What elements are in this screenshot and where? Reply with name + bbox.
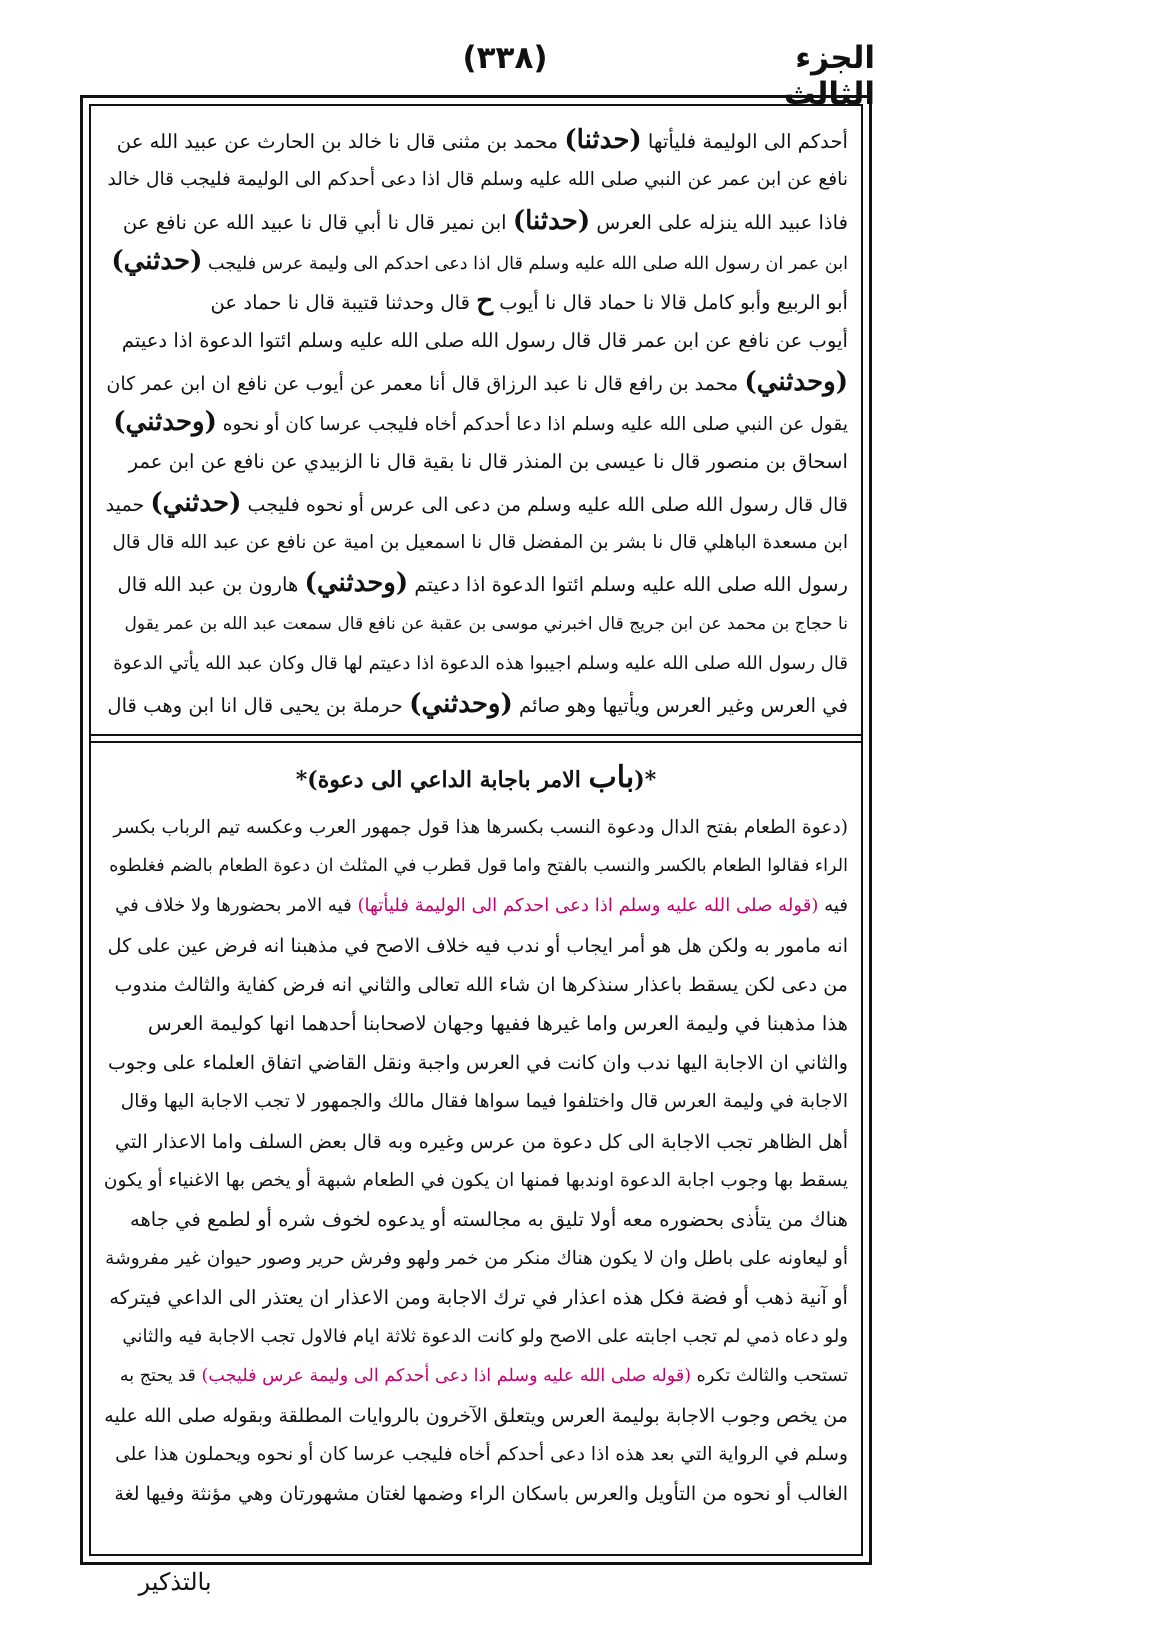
text-segment: محمد بن مثنى قال نا خالد بن الحارث عن عبيد الله عن bbox=[116, 130, 565, 153]
narration-marker: (حدثنا) bbox=[512, 205, 591, 236]
commentary-line bbox=[104, 1161, 848, 1200]
text-segment: ابن نمير قال نا أبي قال نا عبيد الله عن نافع عن bbox=[122, 210, 513, 234]
text-segment: اسحاق بن منصور قال نا عيسى بن المنذر قال نا بقية قال نا الزبيدي عن نافع عن ابن عمر bbox=[128, 450, 848, 474]
hadith-line bbox=[104, 563, 848, 603]
section-divider bbox=[89, 734, 863, 743]
narration-marker: (وحدثني) bbox=[113, 407, 217, 438]
text-segment: ابن عمر ان رسول الله صلى الله عليه وسلم قال اذا دعى احدكم الى وليمة عرس فليجب bbox=[202, 253, 848, 274]
text-segment: أيوب عن نافع عن ابن عمر قال قال رسول الله صلى الله عليه وسلم ائتوا الدعوة اذا دعيتم bbox=[121, 329, 848, 353]
text-segment: أبو الربيع وأبو كامل قالا نا حماد قال نا أيوب bbox=[493, 291, 848, 315]
text-segment: يقول عن النبي صلى الله عليه وسلم اذا دعا أحدكم أخاه فليجب عرسا كان أو نحوه bbox=[216, 414, 848, 436]
commentary-line bbox=[104, 1278, 848, 1317]
hadith-line bbox=[104, 281, 848, 321]
commentary-line bbox=[104, 1043, 848, 1082]
narration-marker: (وحدثني) bbox=[304, 568, 409, 599]
commentary-line bbox=[104, 808, 848, 847]
commentary-line bbox=[104, 1239, 848, 1278]
text-segment: فيه الامر بحضورها ولا خلاف في bbox=[115, 895, 358, 917]
text-segment: قال وحدثنا قتيبة قال نا حماد عن bbox=[210, 291, 477, 315]
text-segment: وسلم في الرواية التي بعد هذه اذا دعى أحدكم أخاه فليجب عرسا كان أو نحوه ويحملون هذا على bbox=[115, 1444, 848, 1465]
narration-marker: (حدثنا) bbox=[564, 125, 642, 155]
text-segment: محمد بن رافع قال نا عبد الرزاق قال أنا معمر عن أيوب عن نافع ان ابن عمر كان bbox=[106, 371, 745, 395]
text-segment: نا حجاج بن محمد عن ابن جريج قال اخبرني موسى بن عقبة عن نافع قال سمعت عبد الله بن عمر يقول bbox=[124, 613, 848, 634]
commentary-line bbox=[104, 1004, 848, 1043]
commentary-text-block bbox=[104, 808, 848, 1513]
text-segment: رسول الله صلى الله عليه وسلم ائتوا الدعوة اذا دعيتم bbox=[408, 573, 848, 597]
text-segment: قد يحتج به bbox=[119, 1365, 202, 1386]
narration-marker: (وحدثني) bbox=[409, 689, 513, 720]
hadith-line bbox=[104, 644, 848, 684]
chapter-title-text: الامر باجابة الداعي الى دعوة bbox=[317, 767, 589, 793]
hadith-line bbox=[104, 362, 848, 402]
commentary-line bbox=[104, 965, 848, 1004]
hadith-line bbox=[104, 402, 848, 442]
text-segment: حرملة بن يحيى قال انا ابن وهب قال bbox=[107, 694, 410, 718]
text-segment: ولو دعاه ذمي لم تجب اجابته على الاصح ولو كانت الدعوة ثلاثة ايام فالاول تجب الاجابة فيه والثاني bbox=[122, 1326, 848, 1348]
commentary-line bbox=[104, 1082, 848, 1121]
text-segment: أو آنية ذهب أو فضة فكل هذه اعذار في ترك الاجابة ومن الاعذار ان يعتذر الى الداعي فيتركه bbox=[109, 1286, 848, 1310]
hadith-text-block bbox=[104, 120, 848, 724]
hadith-line bbox=[104, 120, 848, 160]
narration-marker: (حدثني) bbox=[111, 245, 203, 276]
commentary-line bbox=[104, 1474, 848, 1513]
commentary-line bbox=[104, 847, 848, 886]
hadith-line bbox=[104, 160, 848, 200]
text-segment: حميد bbox=[105, 492, 151, 516]
narration-marker: (حدثني) bbox=[150, 487, 242, 518]
hadith-line bbox=[104, 684, 848, 724]
commentary-line bbox=[104, 1200, 848, 1239]
text-segment: أهل الظاهر تجب الاجابة الى كل دعوة من عرس وغيره وبه قال بعض السلف واما الاعذار التي bbox=[114, 1129, 848, 1153]
narration-marker: ح bbox=[476, 286, 494, 317]
running-header-part: الجزء الثالث bbox=[783, 40, 875, 112]
text-segment: ابن مسعدة الباهلي قال نا بشر بن المفضل قال نا اسمعيل بن امية عن نافع عن عبد الله قال قال bbox=[112, 531, 848, 553]
text-segment: من يخص وجوب الاجابة بوليمة العرس ويتعلق الآخرون بالروايات المطلقة وبقوله صلى الله عليه bbox=[104, 1403, 848, 1427]
text-segment: في العرس وغير العرس ويأتيها وهو صائم bbox=[512, 694, 848, 718]
commentary-line bbox=[104, 1396, 848, 1435]
text-segment: هارون بن عبد الله قال bbox=[117, 573, 305, 597]
text-segment: نافع عن ابن عمر عن النبي صلى الله عليه وسلم قال اذا دعى أحدكم الى الوليمة فليجب قال خالد bbox=[107, 169, 848, 191]
text-segment: هناك من يتأذى بحضوره معه أولا تليق به مجالسته أو يدعوه لخوف شره أو لطمع في جاهه bbox=[129, 1207, 848, 1231]
text-segment: الاجابة في وليمة العرس قال واختلفوا فيما سواها فقال مالك والجمهور لا تجب الاجابة اليها وقال bbox=[120, 1091, 848, 1113]
chapter-star-close: )* bbox=[295, 767, 318, 793]
chapter-heading bbox=[104, 760, 848, 795]
page-number: (٣٣٨) bbox=[462, 40, 548, 76]
hadith-line bbox=[104, 523, 848, 563]
text-segment: قال قال رسول الله صلى الله عليه وسلم من دعى الى عرس أو نحوه فليجب bbox=[241, 492, 848, 516]
hadith-line bbox=[104, 321, 848, 361]
text-segment: فيه bbox=[818, 895, 848, 917]
hadith-line bbox=[104, 201, 848, 241]
text-segment: انه مامور به ولكن هل هو أمر ايجاب أو ندب فيه خلاف الاصح في مذهبنا انه فرض عين على كل bbox=[107, 933, 848, 957]
commentary-line bbox=[104, 1317, 848, 1356]
chapter-star-open: *( bbox=[634, 767, 657, 793]
text-segment: يسقط بها وجوب اجابة الدعوة اوندبها فمنها ان يكون في الطعام شبهة أو يخص بها الاغنياء أو يكون bbox=[104, 1169, 848, 1191]
text-segment: أو ليعاونه على باطل وان لا يكون هناك منكر من خمر ولهو وفرش حرير وصور حيوان غير مفروشة bbox=[105, 1248, 848, 1270]
hadith-line bbox=[104, 604, 848, 644]
text-segment: الغالب أو نحوه من التأويل والعرس باسكان الراء وضمها لغتان مشهورتان وهي مؤنثة وفيها لغة bbox=[114, 1482, 848, 1506]
hadith-line bbox=[104, 483, 848, 523]
text-segment: تستحب والثالث تكره bbox=[691, 1365, 848, 1386]
commentary-line bbox=[104, 926, 848, 965]
quoted-hadith-highlight: (قوله صلى الله عليه وسلم اذا دعى احدكم الى الوليمة فليأتها) bbox=[357, 895, 819, 917]
narration-marker: (وحدثني) bbox=[744, 366, 848, 397]
text-segment: هذا مذهبنا في وليمة العرس واما غيرها ففيها وجهان لاصحابنا أحدهما انها كوليمة العرس bbox=[147, 1011, 848, 1035]
hadith-line bbox=[104, 442, 848, 482]
text-segment: (دعوة الطعام بفتح الدال ودعوة النسب بكسرها هذا قول جمهور العرب وعكسه تيم الرباب بكسر bbox=[113, 817, 848, 838]
text-segment: قال رسول الله صلى الله عليه وسلم اجيبوا هذه الدعوة اذا دعيتم لها قال وكان عبد الله يأتي الدعوة bbox=[113, 652, 848, 674]
text-segment: والثاني ان الاجابة اليها ندب وان كانت في العرس واجبة ونقل القاضي اتفاق العلماء على وجوب bbox=[107, 1051, 848, 1075]
commentary-line bbox=[104, 1122, 848, 1161]
catchword: بالتذكير bbox=[138, 1568, 212, 1596]
text-segment: من دعى لكن يسقط باعذار سنذكرها ان شاء الله تعالى والثاني انه فرض كفاية والثالث مندوب bbox=[114, 972, 848, 996]
commentary-line bbox=[104, 1435, 848, 1474]
hadith-line bbox=[104, 241, 848, 281]
quoted-hadith-highlight: (قوله صلى الله عليه وسلم اذا دعى أحدكم الى وليمة عرس فليجب) bbox=[201, 1365, 692, 1386]
text-segment: أحدكم الى الوليمة فليأتها bbox=[641, 130, 848, 153]
text-segment: الراء فقالوا الطعام بالكسر والنسب بالفتح واما قول قطرب في المثلث ان دعوة الطعام بالضم فغلطوه bbox=[109, 856, 848, 877]
chapter-bab-word: باب bbox=[588, 760, 635, 795]
text-segment: فاذا عبيد الله ينزله على العرس bbox=[590, 210, 848, 234]
commentary-line bbox=[104, 1357, 848, 1396]
commentary-line bbox=[104, 886, 848, 925]
